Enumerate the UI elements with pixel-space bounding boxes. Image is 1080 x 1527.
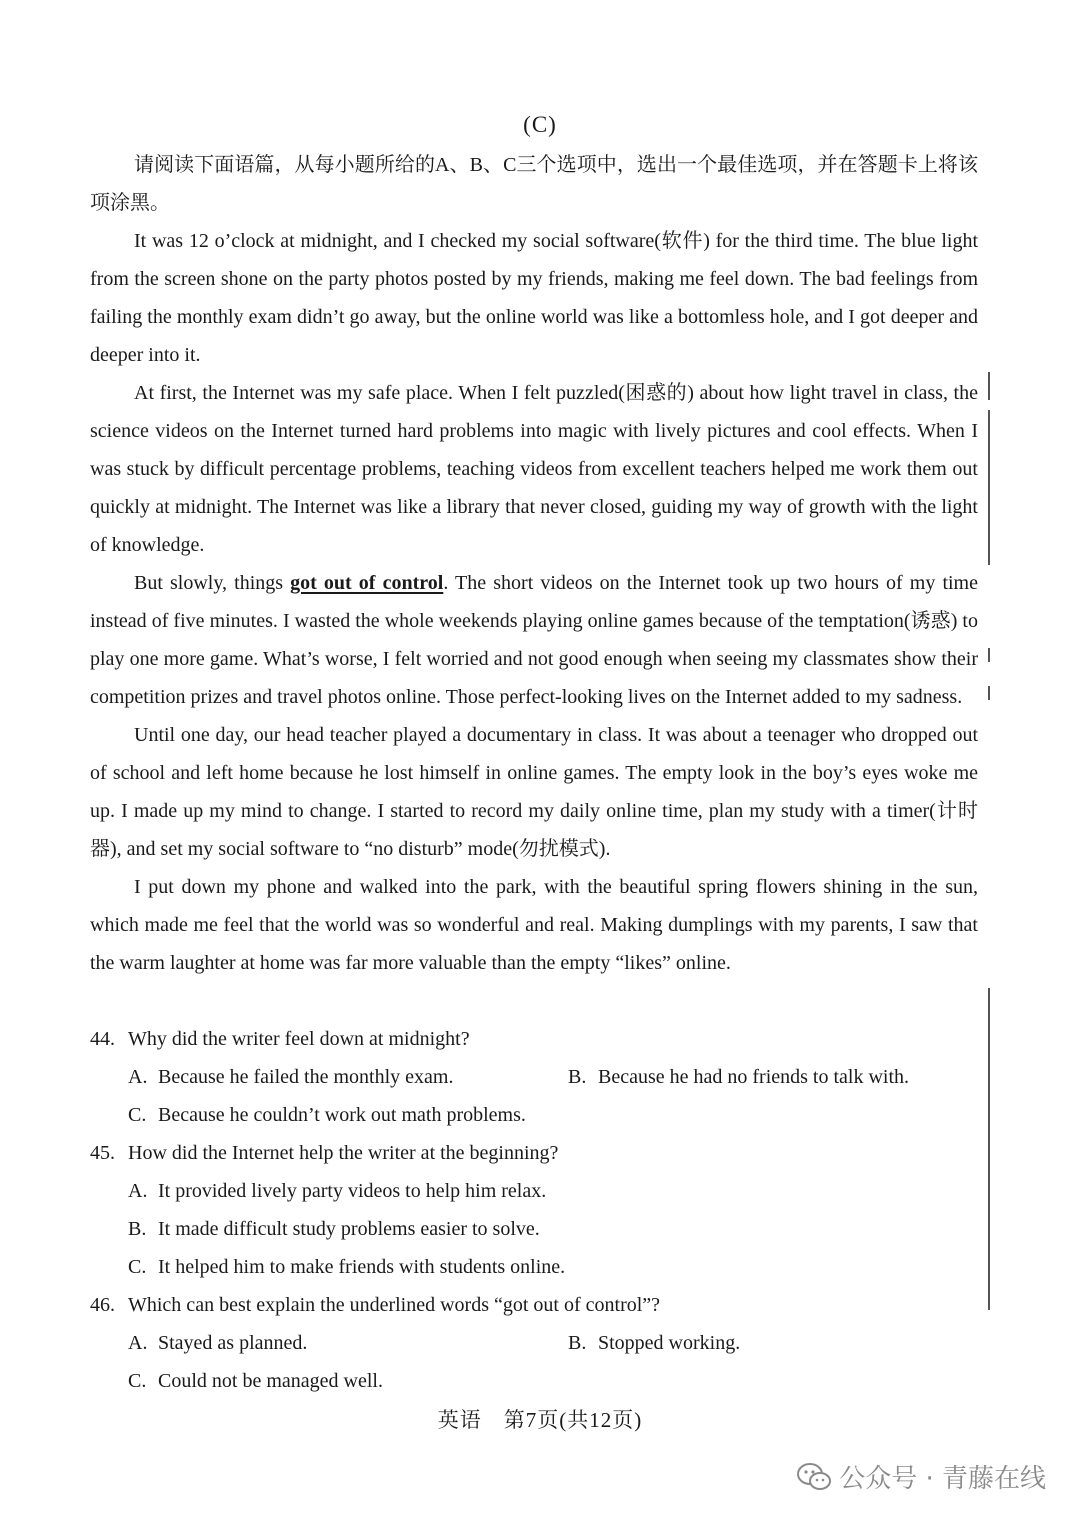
wechat-icon	[797, 1463, 831, 1491]
question-list	[90, 1020, 978, 1400]
passage-paragraph-2: At first, the Internet was my safe place. When I felt puzzled(困惑的) about how light travel in class, the science videos on the Internet turned hard problems into magic with lively pictures and cool effects. When I was stuck by difficult percentage problems, teaching videos from excellent teachers helped me work them out quickly at midnight. The Internet was like a library that never closed, guiding my way of growth with the light of knowledge.	[90, 382, 978, 556]
option-c[interactable]: C. Could not be managed well.	[128, 1370, 383, 1392]
option-b[interactable]: B. Stopped working.	[568, 1332, 741, 1354]
question-46-options	[128, 1324, 978, 1400]
question-45-options	[128, 1172, 978, 1286]
option-a[interactable]: A. Stayed as planned.	[128, 1332, 308, 1354]
watermark	[797, 1458, 1046, 1495]
passage-paragraph-3	[90, 564, 978, 716]
question-stem: How did the Internet help the writer at the beginning?	[128, 1142, 559, 1164]
question-44-options	[128, 1058, 978, 1134]
option-b[interactable]: B. Because he had no friends to talk with.	[568, 1066, 910, 1088]
option-c[interactable]: C. Because he couldn’t work out math problems.	[128, 1104, 526, 1126]
option-a[interactable]: A. It provided lively party videos to help him relax.	[128, 1180, 547, 1202]
underlined-phrase: got out of control	[290, 572, 444, 594]
option-a[interactable]: A. Because he failed the monthly exam.	[128, 1066, 454, 1088]
question-number: 45.	[90, 1142, 115, 1164]
page-footer: 英语 第7页(共12页)	[437, 1408, 643, 1432]
passage-paragraph-5: I put down my phone and walked into the park, with the beautiful spring flowers shining in the sun, which made me feel that the world was so wonderful and real. Making dumplings with my parents, I saw that the warm laughter at home was far more valuable than the empty “likes” online.	[90, 876, 978, 974]
question-44	[90, 1020, 978, 1058]
question-46	[90, 1286, 978, 1324]
question-stem: Why did the writer feel down at midnight?	[128, 1028, 470, 1050]
scan-margin-line	[988, 372, 990, 400]
watermark-text: 公众号 · 青藤在线	[839, 1464, 1046, 1494]
option-b[interactable]: B. It made difficult study problems easier to solve.	[128, 1218, 540, 1240]
question-number: 46.	[90, 1294, 115, 1316]
section-title: (C)	[523, 112, 557, 137]
question-number: 44.	[90, 1028, 115, 1050]
question-stem: Which can best explain the underlined words “got out of control”?	[128, 1294, 661, 1316]
scan-margin-line	[988, 686, 990, 700]
passage-paragraph-1: It was 12 o’clock at midnight, and I checked my social software(软件) for the third time. The blue light from the screen shone on the party photos posted by my friends, making me feel down. The bad feelings from failing the monthly exam didn’t go away, but the online world was like a bottomless hole, and I got deeper and deeper into it.	[90, 230, 978, 366]
paragraph-3-rest: . The short videos on the Internet took up two hours of my time instead of five minutes. I wasted the whole weekends playing online games because of the temptation(诱惑) to play one more game. What’s worse, I felt worried and not good enough when seeing my classmates show their competition prizes and travel photos online. Those perfect-looking lives on the Internet added to my sadness.	[90, 572, 978, 708]
reading-passage	[90, 146, 978, 982]
scan-margin-line	[988, 988, 990, 1310]
question-45	[90, 1134, 978, 1172]
paragraph-3-start: But slowly, things	[134, 572, 291, 594]
scan-margin-line	[988, 648, 990, 662]
passage-paragraph-4: Until one day, our head teacher played a documentary in class. It was about a teenager who dropped out of school and left home because he lost himself in online games. The empty look in the boy’s eyes woke me up. I made up my mind to change. I started to record my daily online time, plan my study with a timer(计时器), and set my social software to “no disturb” mode(勿扰模式).	[90, 724, 978, 860]
scan-margin-line	[988, 410, 990, 565]
instruction-text: 请阅读下面语篇，从每小题所给的A、B、C三个选项中，选出一个最佳选项，并在答题卡上将该项涂黑。	[90, 154, 978, 214]
option-c[interactable]: C. It helped him to make friends with students online.	[128, 1256, 566, 1278]
